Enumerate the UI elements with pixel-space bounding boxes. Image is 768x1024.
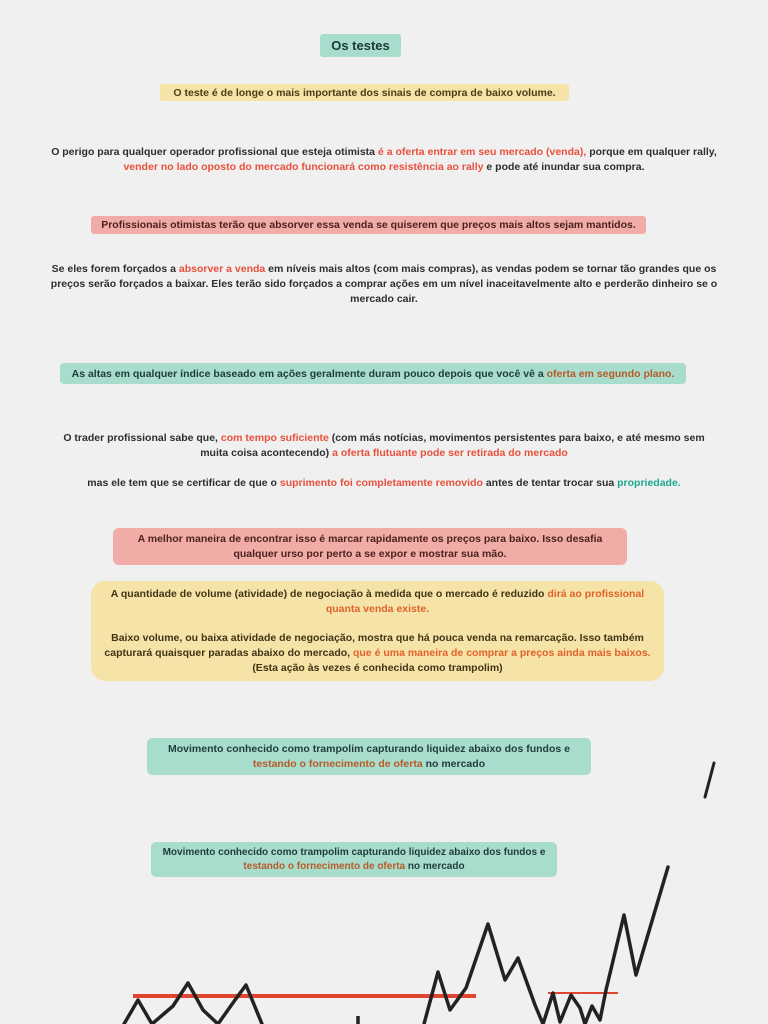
spring-banner-duplicate (151, 842, 557, 877)
banner-text: no mercado (405, 860, 465, 872)
highlight-text: é a oferta entrar em seu mercado (venda), (377, 146, 587, 158)
banner-paragraph (103, 631, 652, 676)
supply-removed-paragraph (60, 476, 708, 491)
rally-highlight-banner (60, 363, 686, 384)
highlight-text: que é uma maneira de comprar a preços ainda mais baixos. (352, 646, 651, 659)
banner-text: As altas em qualquer índice baseado em ações geralmente duram pouco depois que você vê a (71, 367, 547, 380)
paragraph-text: (com más notícias, movimentos persistentes para baixo, e até mesmo sem muita coisa acontecendo) (200, 432, 705, 459)
paragraph-text: mas ele tem que se certificar de que o (87, 477, 280, 489)
paragraph-text: e pode até inundar sua compra. (483, 161, 645, 173)
highlight-text: propriedade. (617, 477, 681, 489)
banner-text: Baixo volume, ou baixa atividade de negociação, mostra que há pouca venda na remarcação. Isso também capturará quaisquer paradas abaixo do mercado, (104, 631, 644, 659)
banner-text: (Esta ação às vezes é conhecida como trampolim) (252, 661, 503, 674)
banner-line (243, 860, 464, 874)
banner-line: qualquer urso por perto a se expor e mostrar sua mão. (233, 547, 507, 560)
page-title: Os testes (320, 34, 401, 57)
banner-paragraph (103, 587, 652, 617)
trader-paragraph (60, 431, 708, 461)
tick-mark (705, 763, 714, 797)
paragraph-text: em níveis mais altos (com mais compras), as vendas podem se tornar tão grandes que os preços serão forçados a baixar. Eles terão sido forçados a comprar ações em um nível inaceitavelmente alto e perderão dinheiro se o mercado cair. (50, 263, 718, 305)
highlight-text: dirá ao profissional quanta venda existe. (325, 587, 645, 615)
banner-text: A quantidade de volume (atividade) de negociação à medida que o mercado é reduzido (110, 587, 548, 600)
test-highlight-banner: O teste é de longe o mais importante dos sinais de compra de baixo volume. (160, 84, 569, 101)
supply-danger-paragraph (40, 145, 728, 175)
volume-banner (91, 581, 664, 681)
spring-banner (147, 738, 591, 775)
paragraph-text: antes de tentar trocar sua (482, 477, 618, 489)
highlight-text: testando o fornecimento de oferta (243, 860, 406, 872)
highlight-text: suprimento foi completamente removido (279, 477, 483, 489)
banner-line (253, 757, 485, 772)
paragraph-text: Se eles forem forçados a (51, 263, 179, 275)
highlight-text: oferta em segundo plano. (546, 367, 675, 380)
highlight-text: com tempo suficiente (220, 432, 329, 444)
highlight-text: a oferta flutuante pode ser retirada do mercado (332, 447, 568, 459)
banner-text: no mercado (422, 757, 486, 770)
price-line-right (424, 867, 668, 1024)
absorb-paragraph (50, 262, 718, 307)
highlight-text: absorver a venda (178, 263, 266, 275)
highlight-text: vender no lado oposto do mercado funcionará como resistência ao rally (123, 161, 484, 173)
banner-line: Movimento conhecido como trampolim capturando liquidez abaixo dos fundos e (162, 846, 546, 858)
paragraph-text: porque em qualquer rally, (586, 146, 717, 158)
paragraph-text: O trader profissional sabe que, (63, 432, 221, 444)
banner-line: A melhor maneira de encontrar isso é marcar rapidamente os preços para baixo. Isso desafia (137, 532, 603, 545)
price-line-left (124, 983, 262, 1024)
best-way-banner (113, 528, 627, 565)
paragraph-text: O perigo para qualquer operador profissional que esteja otimista (51, 146, 378, 158)
banner-line: Movimento conhecido como trampolim capturando liquidez abaixo dos fundos e (168, 742, 570, 755)
absorb-highlight-banner: Profissionais otimistas terão que absorver essa venda se quiserem que preços mais altos sejam mantidos. (91, 216, 646, 234)
highlight-text: testando o fornecimento de oferta (252, 757, 423, 770)
